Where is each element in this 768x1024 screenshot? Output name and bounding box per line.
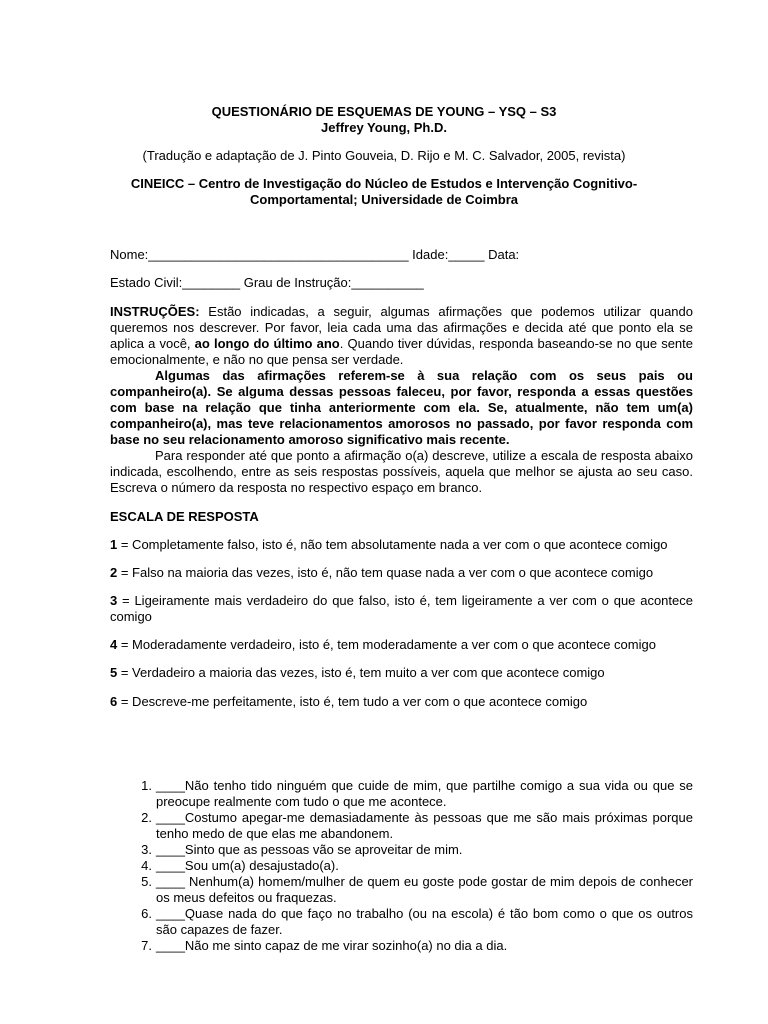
- question-item[interactable]: [110, 906, 693, 938]
- question-number: 2.: [141, 810, 152, 825]
- scale-number: 1: [110, 537, 118, 552]
- instructions-text-b: . Quando tiver dúvidas, responda baseando-se no que sente emocionalmente, e não no que pensa ser verdade.: [110, 336, 694, 367]
- instructions-text-a: Estão indicadas, a seguir, algumas afirmações que podemos utilizar quando queremos nos descrever. Por favor, leia cada uma das afirmações e decida até que ponto ela se aplica a você,: [110, 304, 693, 351]
- question-text: ____Não tenho tido ninguém que cuide de mim, que partilhe comigo a sua vida ou que se preocupe realmente com tudo o que me acontece.: [156, 778, 693, 809]
- instructions-label: INSTRUÇÕES:: [110, 304, 200, 319]
- question-text: ____Sou um(a) desajustado(a).: [156, 858, 339, 873]
- question-number: 6.: [141, 906, 152, 921]
- scale-description: = Moderadamente verdadeiro, isto é, tem moderadamente a ver com o que acontece comigo: [117, 637, 656, 652]
- question-number: 3.: [141, 842, 152, 857]
- instructions-paragraph-1: [110, 304, 693, 368]
- civil-status-education-field[interactable]: Estado Civil:________ Grau de Instrução:__________: [110, 275, 424, 290]
- question-item[interactable]: [110, 858, 693, 874]
- name-age-date-field[interactable]: Nome:____________________________________ Idade:_____ Data:: [110, 247, 520, 262]
- response-scale-heading: ESCALA DE RESPOSTA: [110, 509, 259, 524]
- question-list: [110, 778, 693, 954]
- question-text: ____Não me sinto capaz de me virar sozinho(a) no dia a dia.: [156, 938, 508, 953]
- scale-number: 2: [110, 565, 118, 580]
- scale-item-2: [110, 565, 693, 581]
- scale-item-1: [110, 537, 693, 553]
- question-item[interactable]: [110, 938, 693, 954]
- scale-description: = Ligeiramente mais verdadeiro do que falso, isto é, tem ligeiramente a ver com o que acontece comigo: [110, 593, 693, 624]
- institution-line-1: CINEICC – Centro de Investigação do Núcleo de Estudos e Intervenção Cognitivo-: [130, 176, 638, 191]
- question-number: 4.: [141, 858, 152, 873]
- question-text: ____Costumo apegar-me demasiadamente às pessoas que me são mais próximas porque tenho medo de que elas me abandonem.: [156, 810, 693, 841]
- scale-number: 6: [110, 694, 118, 709]
- question-text: ____ Nenhum(a) homem/mulher de quem eu goste pode gostar de mim depois de conhecer os meus defeitos ou fraquezas.: [156, 874, 693, 905]
- scale-description: = Verdadeiro a maioria das vezes, isto é, tem muito a ver com que acontece comigo: [117, 665, 605, 680]
- institution-line-2: Comportamental; Universidade de Coimbra: [250, 192, 518, 207]
- scale-description: = Descreve-me perfeitamente, isto é, tem tudo a ver com o que acontece comigo: [117, 694, 588, 709]
- question-item[interactable]: [110, 778, 693, 810]
- question-number: 5.: [141, 874, 152, 889]
- scale-item-5: [110, 665, 693, 681]
- question-item[interactable]: [110, 810, 693, 842]
- instructions-emphasis: ao longo do último ano: [194, 336, 340, 351]
- document-title: QUESTIONÁRIO DE ESQUEMAS DE YOUNG – YSQ – S3: [211, 104, 557, 119]
- scale-item-4: [110, 637, 693, 653]
- scale-item-3: [110, 593, 693, 625]
- scale-item-6: [110, 694, 693, 710]
- question-item[interactable]: [110, 842, 693, 858]
- scale-number: 4: [110, 637, 118, 652]
- scale-description: = Falso na maioria das vezes, isto é, não tem quase nada a ver com o que acontece comigo: [117, 565, 654, 580]
- scale-number: 5: [110, 665, 118, 680]
- scale-description: = Completamente falso, isto é, não tem absolutamente nada a ver com o que acontece comigo: [117, 537, 668, 552]
- question-text: ____Quase nada do que faço no trabalho (ou na escola) é tão bom como o que os outros são capazes de fazer.: [156, 906, 693, 937]
- question-number: 7.: [141, 938, 152, 953]
- instructions-paragraph-3: Para responder até que ponto a afirmação o(a) descreve, utilize a escala de resposta abaixo indicada, escolhendo, entre as seis respostas possíveis, aquela que melhor se ajusta ao seu caso. Escreva o número da resposta no respectivo espaço em branco.: [110, 448, 693, 495]
- question-item[interactable]: [110, 874, 693, 906]
- document-author: Jeffrey Young, Ph.D.: [321, 120, 447, 135]
- scale-number: 3: [110, 593, 118, 608]
- question-number: 1.: [141, 778, 152, 793]
- translation-credit: (Tradução e adaptação de J. Pinto Gouveia, D. Rijo e M. C. Salvador, 2005, revista): [142, 148, 626, 163]
- question-text: ____Sinto que as pessoas vão se aproveitar de mim.: [156, 842, 463, 857]
- instructions-paragraph-2: Algumas das afirmações referem-se à sua relação com os seus pais ou companheiro(a). Se alguma dessas pessoas faleceu, por favor, responda a essas questões com base na relação que tinha anteriormente com ela. Se, atualmente, não tem um(a) companheiro(a), mas teve relacionamentos amorosos no passado, por favor responda com base no seu relacionamento amoroso significativo mais recente.: [110, 368, 693, 447]
